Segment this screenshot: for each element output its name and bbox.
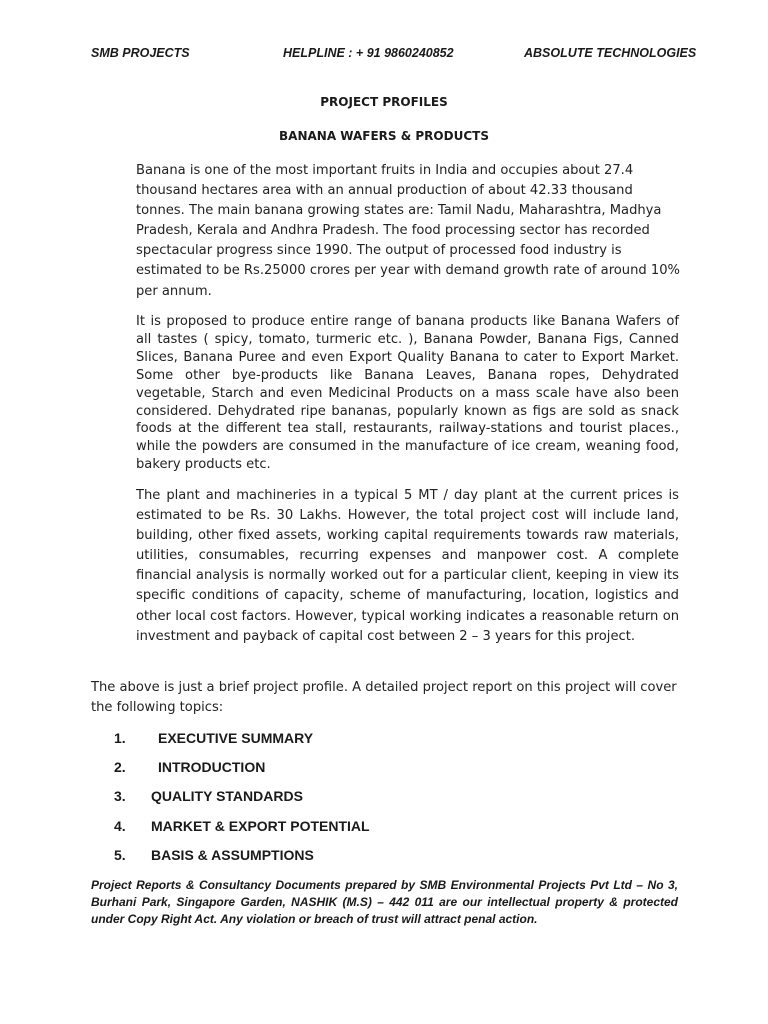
paragraph-products: It is proposed to produce entire range of banana products like Banana Wafers of all tastes ( spicy, tomato, turmeric etc. ), Banana Powder, Banana Figs, Canned Slices, Banana Puree and even Export Quality Banana to cater to Export Market. Some other bye-products like Banana Leaves, Banana ropes, Dehydrated vegetable, Starch and even Medicinal Products on a mass scale have also been considered. Dehydrated ripe bananas, popularly known as figs are sold as snack foods at the different tea stall, restaurants, railway-stations and tourist places., while the powders are consumed in the manufacture of ice cream, weaning food, bakery products etc.	[136, 314, 679, 473]
list-item	[114, 758, 614, 787]
list-item-number: 4.	[114, 817, 126, 834]
list-item-label: INTRODUCTION	[158, 759, 266, 776]
copyright-notice: Project Reports & Consultancy Documents prepared by SMB Environmental Projects Pvt Ltd – No 3, Burhani Park, Singapore Garden, NASHIK (M.S) – 442 011 are our intellectual property & protected under Copy Right Act. Any violation or breach of trust will attract penal action.	[91, 878, 678, 926]
list-item	[114, 846, 614, 875]
list-item-label: QUALITY STANDARDS	[151, 788, 303, 805]
document-title: PROJECT PROFILES	[320, 95, 448, 109]
list-item-number: 3.	[114, 788, 126, 805]
list-item-label: MARKET & EXPORT POTENTIAL	[151, 817, 370, 834]
header-company: SMB PROJECTS	[91, 46, 190, 60]
paragraph-intro: Banana is one of the most important fruits in India and occupies about 27.4 thousand hectares area with an annual production of about 42.33 thousand tonnes. The main banana growing states are: Tamil Nadu, Maharashtra, Madhya Pradesh, Kerala and Andhra Pradesh. The food processing sector has recorded spectacular progress since 1990. The output of processed food industry is estimated to be Rs.25000 crores per year with demand growth rate of around 10% per annum.	[136, 163, 680, 299]
list-item	[114, 787, 614, 816]
list-item	[114, 729, 614, 758]
document-subtitle: BANANA WAFERS & PRODUCTS	[279, 129, 489, 143]
list-item-label: BASIS & ASSUMPTIONS	[151, 846, 314, 863]
header-helpline: HELPLINE : + 91 9860240852	[283, 46, 454, 60]
list-item-number: 2.	[114, 759, 126, 776]
page-header	[0, 46, 768, 66]
paragraph-cost: The plant and machineries in a typical 5 MT / day plant at the current prices is estimated to be Rs. 30 Lakhs. However, the total project cost will include land, building, other fixed assets, working capital requirements towards raw materials, utilities, consumables, recurring expenses and manpower cost. A complete financial analysis is normally worked out for a particular client, keeping in view its specific conditions of capacity, scheme of manufacturing, location, logistics and other local cost factors. However, typical working indicates a reasonable return on investment and payback of capital cost between 2 – 3 years for this project.	[136, 488, 679, 644]
list-item-number: 5.	[114, 846, 126, 863]
paragraph-topics-intro: The above is just a brief project profile. A detailed project report on this project will cover the following topics:	[91, 680, 677, 715]
list-item	[114, 817, 614, 846]
list-item-number: 1.	[114, 730, 126, 746]
list-item-label: EXECUTIVE SUMMARY	[158, 730, 314, 746]
topics-list	[114, 729, 614, 875]
header-partner: ABSOLUTE TECHNOLOGIES	[524, 46, 697, 60]
